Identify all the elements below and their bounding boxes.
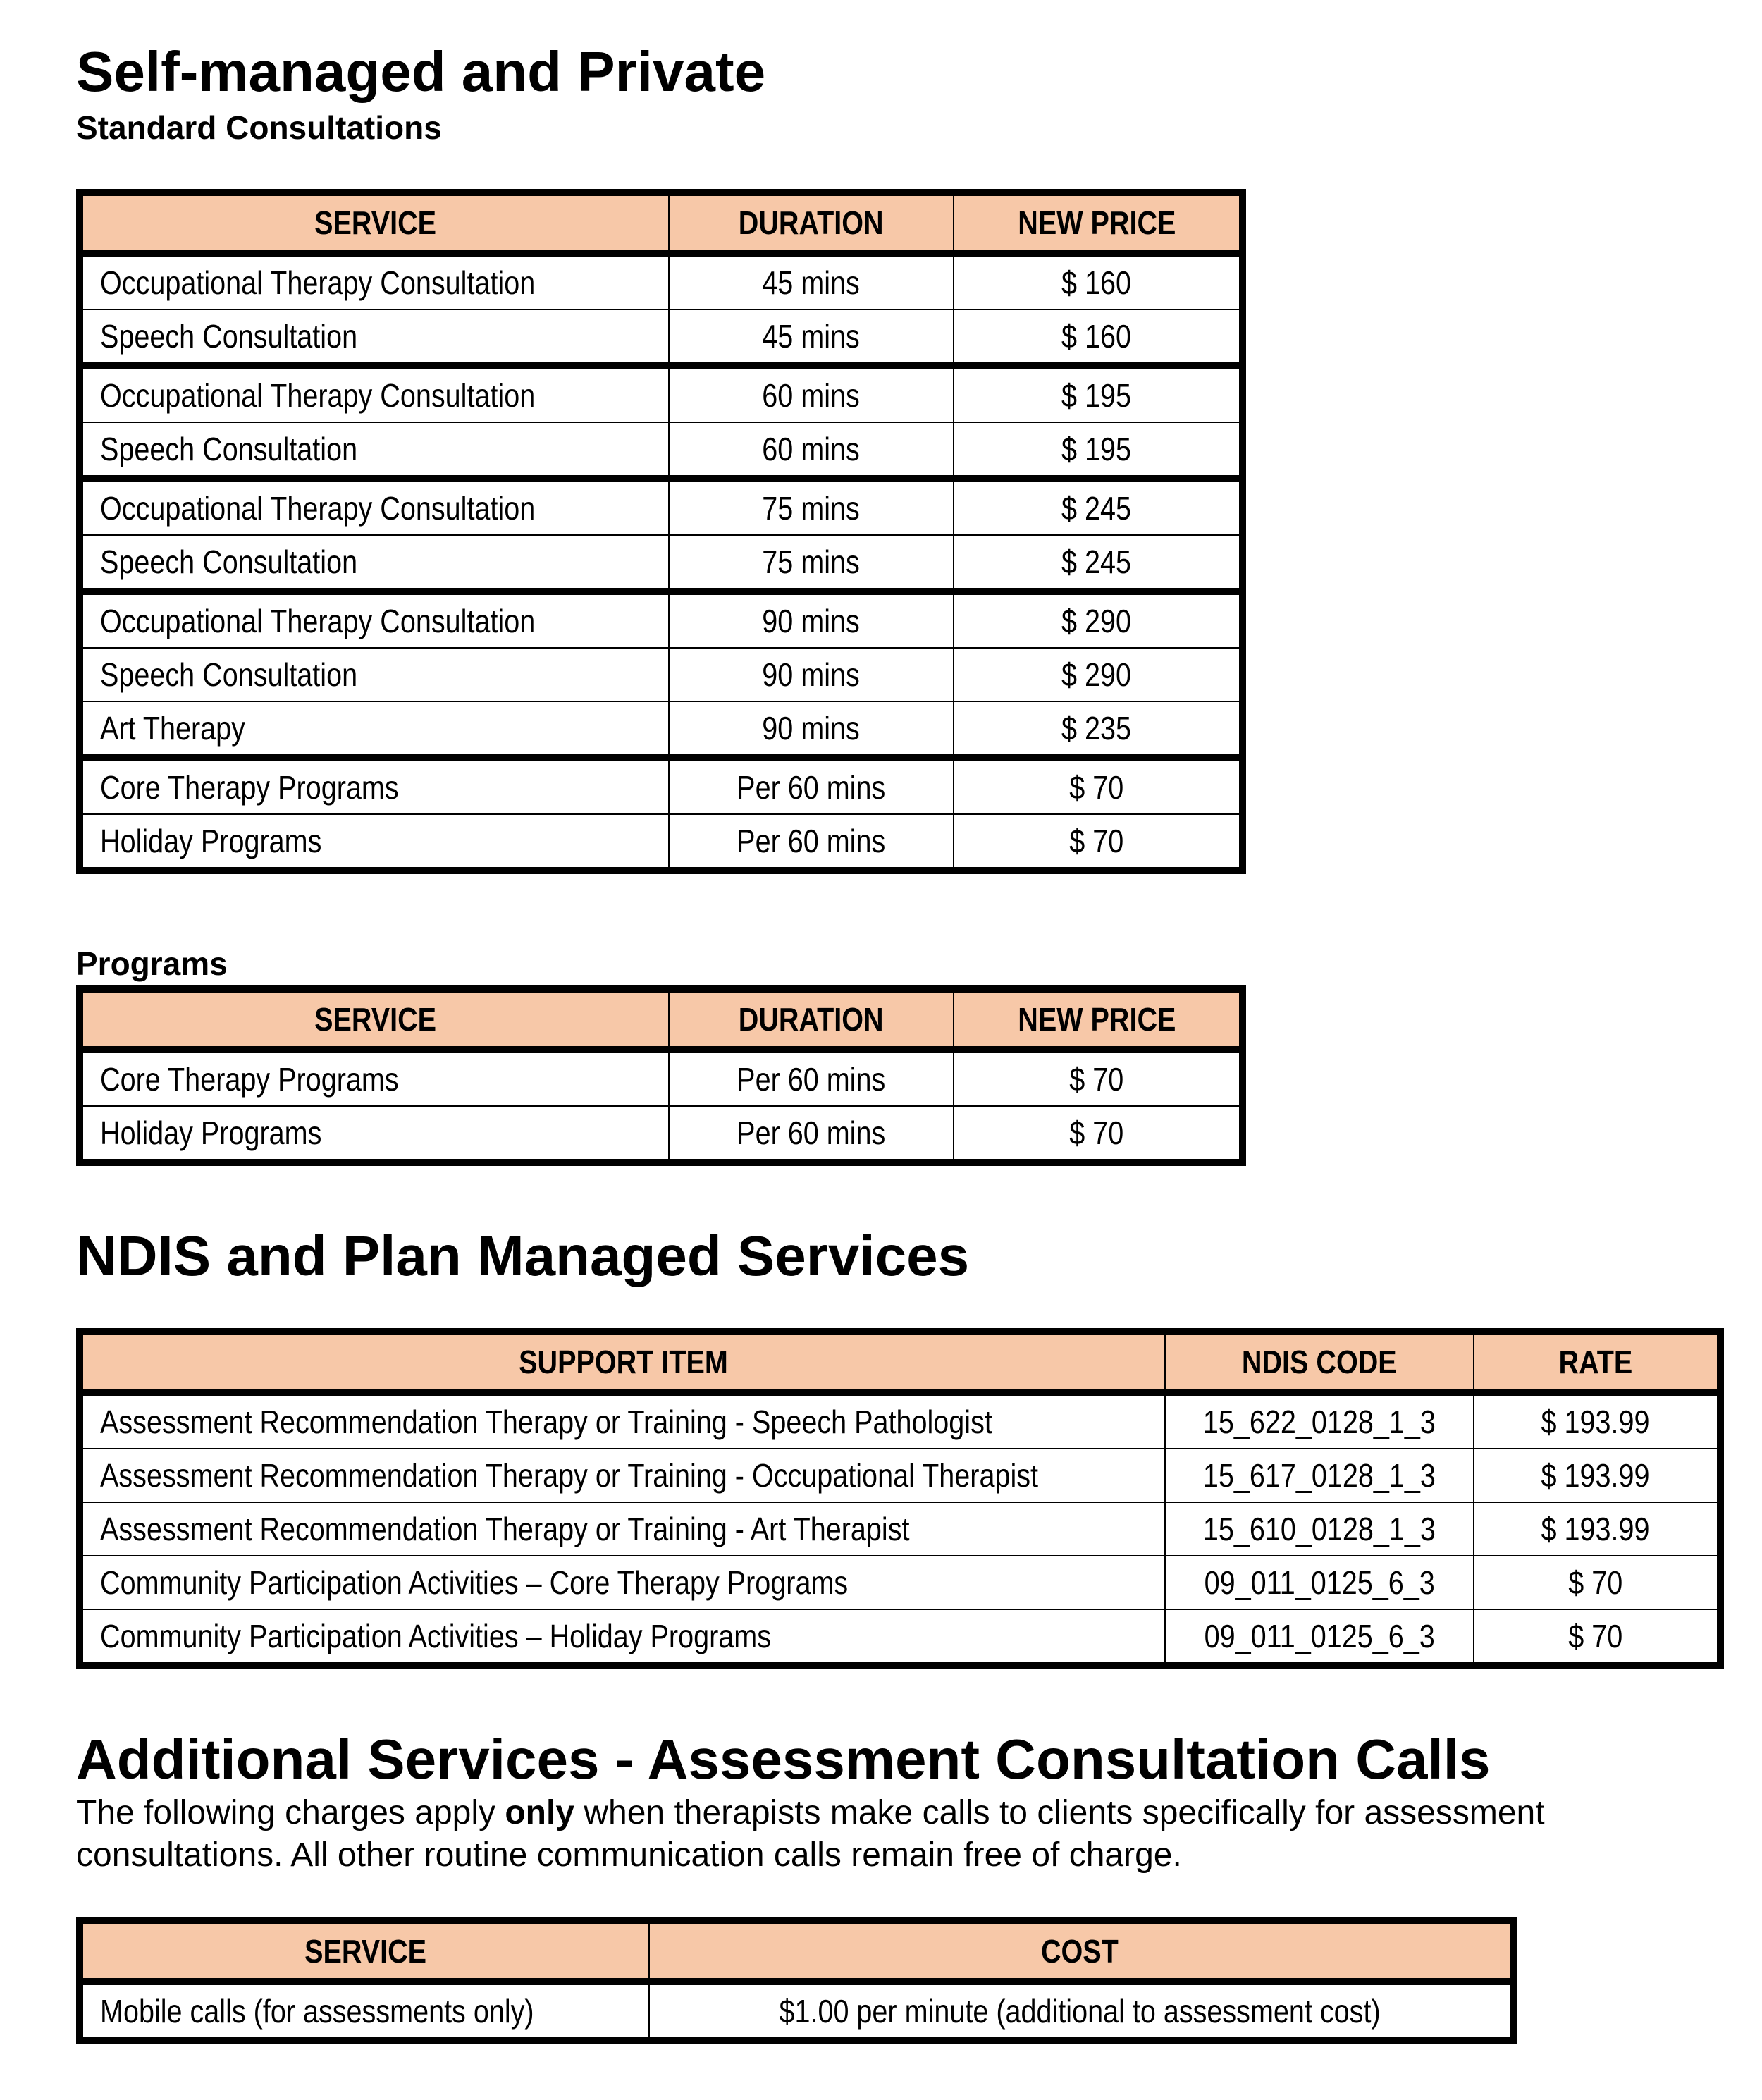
service-cell: Occupational Therapy Consultation	[83, 477, 670, 536]
duration-cell: Per 60 mins	[670, 815, 954, 867]
section-self-managed-title: Self-managed and Private	[76, 40, 766, 103]
rate-cell: $ 70	[1568, 1618, 1623, 1654]
support-item-cell: Community Participation Activities – Holiday Programs	[83, 1610, 1166, 1662]
rate-cell: $ 193.99	[1474, 1503, 1717, 1556]
ndis-code-cell: 15_617_0128_1_3	[1166, 1449, 1474, 1503]
service-cell: Holiday Programs	[83, 1107, 670, 1159]
header-duration: DURATION	[670, 993, 954, 1053]
service-cell: Mobile calls (for assessments only)	[83, 1985, 650, 2037]
support-item-cell: Community Participation Activities – Core Therapy Programs	[83, 1556, 1166, 1610]
additional-intro-text: The following charges apply only when therapists make calls to clients specifically for assessment consultations. All other routine communication calls remain free of charge.	[76, 1794, 1545, 1874]
duration-cell: 75 mins	[670, 536, 954, 589]
duration-cell: 60 mins	[670, 423, 954, 477]
rate-cell: $ 193.99	[1474, 1449, 1717, 1503]
table-header-row	[83, 196, 1239, 257]
rate-cell: $ 193.99	[1474, 1396, 1717, 1449]
ndis-code-cell: 09_011_0125_6_3	[1166, 1556, 1474, 1610]
price-cell: $ 195	[954, 423, 1239, 477]
price-cell: $ 70	[954, 1053, 1239, 1107]
price-cell: $ 70	[1069, 823, 1124, 859]
price-cell: $ 70	[954, 756, 1239, 815]
table-row	[83, 1503, 1717, 1556]
service-cell: Speech Consultation	[83, 649, 670, 702]
duration-cell: 90 mins	[670, 649, 954, 702]
programs-subtitle: Programs	[76, 945, 228, 982]
standard-consultations-table	[76, 189, 1246, 874]
service-cell: Holiday Programs	[83, 815, 670, 867]
table-row	[83, 756, 1239, 815]
service-cell: Speech Consultation	[83, 423, 670, 477]
price-cell: $ 245	[954, 536, 1239, 589]
header-service: SERVICE	[83, 993, 670, 1053]
ndis-code-cell: 15_610_0128_1_3	[1166, 1503, 1474, 1556]
header-ndis-code: NDIS CODE	[1166, 1335, 1474, 1396]
table-row	[83, 310, 1239, 364]
header-duration: DURATION	[670, 196, 954, 257]
table-header-row	[83, 993, 1239, 1053]
header-service: SERVICE	[83, 1924, 650, 1985]
duration-cell: Per 60 mins	[670, 1053, 954, 1107]
service-cell: Art Therapy	[83, 702, 670, 756]
duration-cell: 45 mins	[670, 310, 954, 364]
table-row	[83, 364, 1239, 423]
service-cell: Core Therapy Programs	[83, 756, 670, 815]
service-cell: Speech Consultation	[83, 310, 670, 364]
table-row	[83, 423, 1239, 477]
table-row	[83, 257, 1239, 310]
table-row	[83, 1053, 1239, 1107]
ndis-code-cell: 09_011_0125_6_3	[1166, 1610, 1474, 1662]
header-cost: COST	[650, 1924, 1510, 1985]
price-cell: $ 245	[954, 477, 1239, 536]
header-service: SERVICE	[83, 196, 670, 257]
rate-cell: $ 70	[1474, 1556, 1717, 1610]
duration-cell: Per 60 mins	[670, 756, 954, 815]
table-row	[83, 477, 1239, 536]
duration-cell: 75 mins	[670, 477, 954, 536]
service-cell: Speech Consultation	[83, 536, 670, 589]
table-row	[83, 702, 1239, 756]
table-row	[83, 815, 1239, 867]
service-cell: Occupational Therapy Consultation	[83, 257, 670, 310]
header-new-price: NEW PRICE	[954, 993, 1239, 1053]
price-cell: $ 70	[1069, 1115, 1124, 1151]
price-cell: $ 290	[954, 589, 1239, 649]
service-cell: Occupational Therapy Consultation	[83, 589, 670, 649]
ndis-table	[76, 1328, 1724, 1669]
table-row	[83, 1107, 1239, 1159]
table-header-row	[83, 1335, 1717, 1396]
table-row	[83, 1985, 1510, 2037]
section-additional-title: Additional Services - Assessment Consultation Calls	[76, 1728, 1491, 1791]
table-row	[83, 649, 1239, 702]
duration-cell: 45 mins	[670, 257, 954, 310]
standard-consultations-subtitle: Standard Consultations	[76, 109, 442, 146]
ndis-code-cell: 15_622_0128_1_3	[1166, 1396, 1474, 1449]
table-row	[83, 1449, 1717, 1503]
table-row	[83, 1396, 1717, 1449]
price-cell: $ 195	[954, 364, 1239, 423]
price-cell: $ 160	[954, 257, 1239, 310]
duration-cell: 90 mins	[670, 702, 954, 756]
support-item-cell: Assessment Recommendation Therapy or Training - Occupational Therapist	[83, 1449, 1166, 1503]
duration-cell: 60 mins	[670, 364, 954, 423]
support-item-cell: Assessment Recommendation Therapy or Training - Art Therapist	[83, 1503, 1166, 1556]
price-cell: $ 290	[954, 649, 1239, 702]
support-item-cell: Assessment Recommendation Therapy or Training - Speech Pathologist	[83, 1396, 1166, 1449]
section-ndis-title: NDIS and Plan Managed Services	[76, 1224, 970, 1287]
intro-bold-only: only	[505, 1794, 575, 1831]
header-support-item: SUPPORT ITEM	[83, 1335, 1166, 1396]
calls-table	[76, 1917, 1517, 2044]
service-cell: Occupational Therapy Consultation	[83, 364, 670, 423]
price-cell: $ 160	[954, 310, 1239, 364]
header-new-price: NEW PRICE	[954, 196, 1239, 257]
header-rate: RATE	[1474, 1335, 1717, 1396]
table-row	[83, 1610, 1717, 1662]
service-cell: Core Therapy Programs	[83, 1053, 670, 1107]
programs-table	[76, 985, 1246, 1166]
duration-cell: Per 60 mins	[670, 1107, 954, 1159]
price-cell: $ 235	[954, 702, 1239, 756]
table-row	[83, 1556, 1717, 1610]
table-header-row	[83, 1924, 1510, 1985]
duration-cell: 90 mins	[670, 589, 954, 649]
table-row	[83, 536, 1239, 589]
table-row	[83, 589, 1239, 649]
cost-cell: $1.00 per minute (additional to assessment cost)	[779, 1993, 1381, 2030]
